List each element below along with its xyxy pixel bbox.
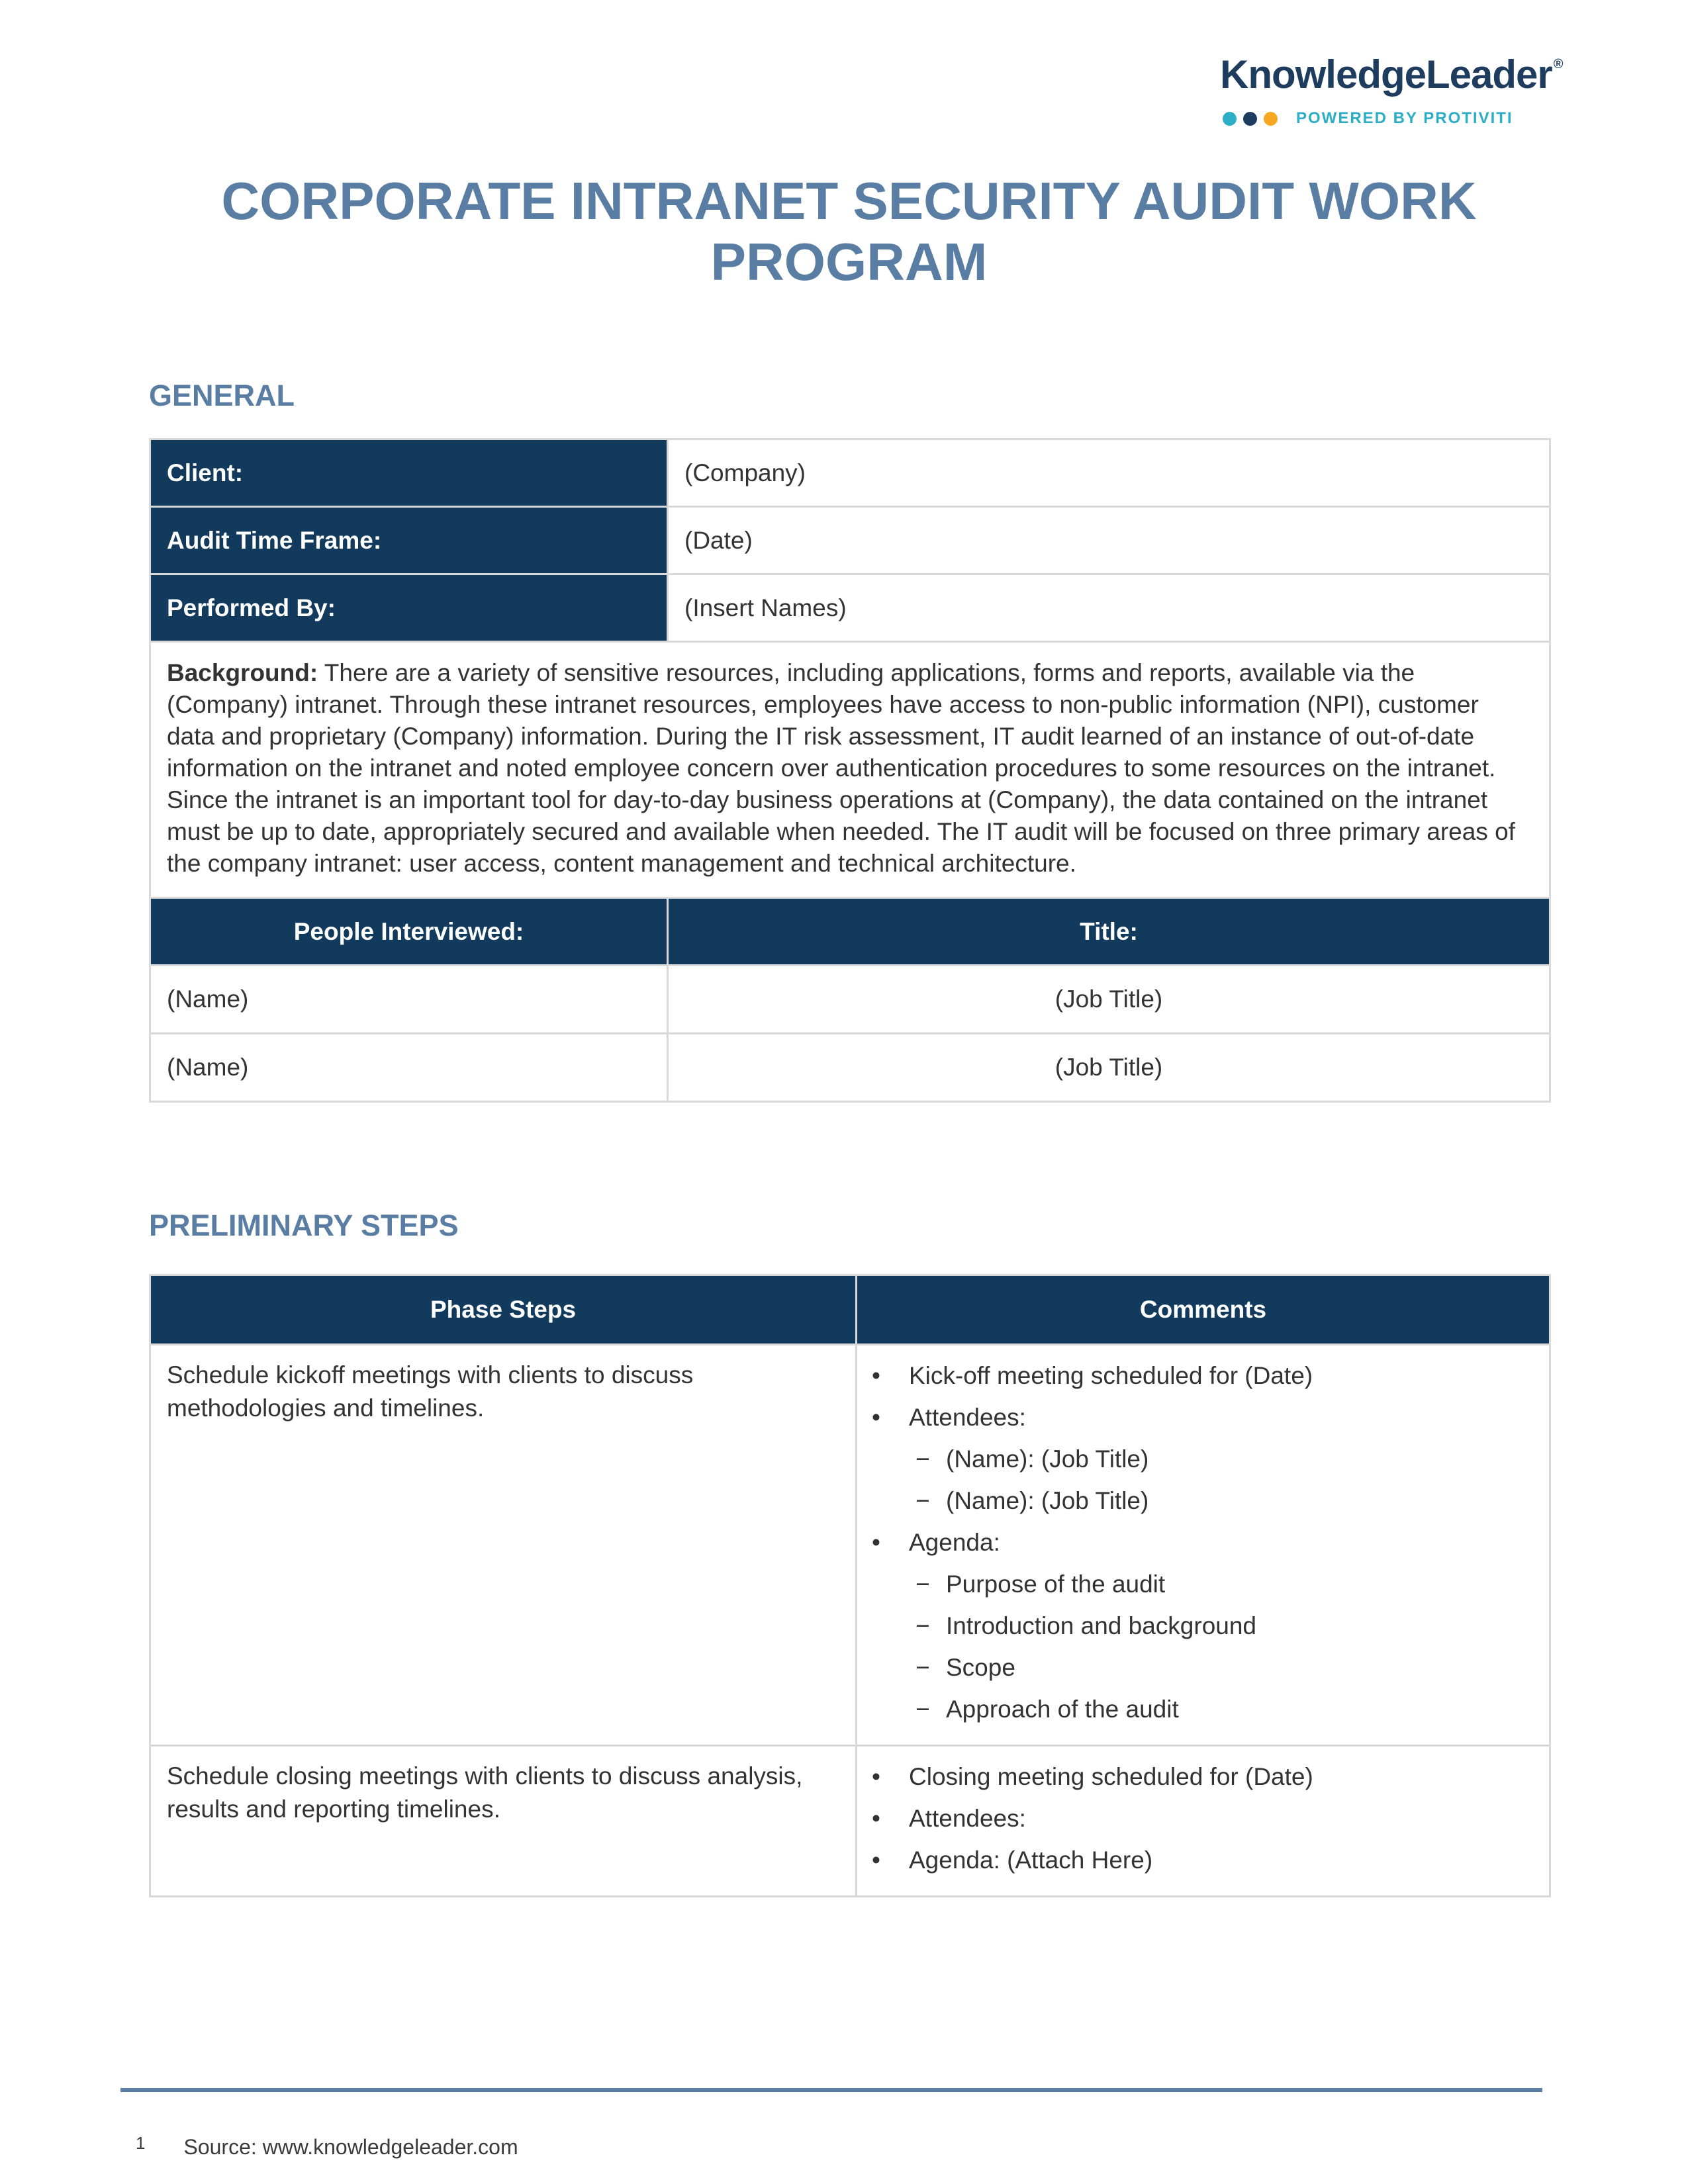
comments-header: Comments	[857, 1275, 1550, 1345]
table-row	[150, 1746, 1550, 1897]
comment-text: Attendees:	[909, 1805, 1026, 1832]
comment-item	[872, 1445, 1536, 1474]
footnote-number: 1	[136, 2133, 146, 2153]
dash-icon: −	[915, 1612, 930, 1639]
people-interviewed-header: People Interviewed:	[150, 898, 668, 966]
preliminary-steps-table	[149, 1274, 1551, 1897]
logo-brand-text	[1220, 52, 1564, 97]
footer	[136, 2135, 518, 2160]
person-title-cell: (Job Title)	[668, 966, 1550, 1034]
comment-item	[872, 1653, 1536, 1682]
comment-text: Agenda: (Attach Here)	[909, 1846, 1153, 1874]
comment-text: Agenda:	[909, 1529, 1000, 1556]
comment-text: (Name): (Job Title)	[946, 1445, 1149, 1473]
footer-source-text: Source: www.knowledgeleader.com	[183, 2135, 518, 2159]
logo-wordmark: KnowledgeLeader	[1220, 52, 1552, 97]
logo-tagline-row	[1220, 109, 1564, 128]
table-row	[150, 439, 1550, 507]
people-header-row	[150, 898, 1550, 966]
table-row	[150, 574, 1550, 642]
dash-icon: −	[915, 1445, 930, 1473]
page-title: CORPORATE INTRANET SECURITY AUDIT WORK PROGRAM	[221, 171, 1477, 291]
orange-dot-icon	[1264, 112, 1278, 126]
comment-text: Kick-off meeting scheduled for (Date)	[909, 1362, 1313, 1389]
background-label: Background:	[167, 659, 318, 686]
title-header: Title:	[668, 898, 1550, 966]
table-row	[150, 507, 1550, 574]
comment-text: Closing meeting scheduled for (Date)	[909, 1763, 1313, 1790]
comment-item	[872, 1570, 1536, 1599]
comment-item	[872, 1804, 1536, 1833]
comment-text: Attendees:	[909, 1404, 1026, 1431]
section-heading-general: GENERAL	[149, 379, 295, 412]
person-name-cell: (Name)	[150, 966, 668, 1034]
comment-text: Purpose of the audit	[946, 1570, 1166, 1598]
phase-step-cell: Schedule closing meetings with clients to discuss analysis, results and reporting timelines.	[150, 1746, 857, 1897]
table-row	[150, 642, 1550, 898]
footer-divider	[120, 2088, 1542, 2092]
logo-dots-icon	[1223, 112, 1278, 126]
comment-text: Approach of the audit	[946, 1696, 1179, 1723]
logo-tagline: POWERED BY PROTIVITI	[1296, 109, 1513, 127]
comments-cell	[857, 1746, 1550, 1897]
dash-icon: −	[915, 1654, 930, 1681]
comment-item	[872, 1846, 1536, 1875]
client-label: Client:	[150, 439, 668, 507]
section-heading-preliminary-steps: PRELIMINARY STEPS	[149, 1208, 459, 1242]
comment-item	[872, 1695, 1536, 1724]
client-value: (Company)	[668, 439, 1550, 507]
comment-text: Introduction and background	[946, 1612, 1257, 1639]
bullet-icon: •	[872, 1529, 880, 1556]
prelim-header-row	[150, 1275, 1550, 1345]
comments-cell	[857, 1345, 1550, 1746]
audit-time-frame-label: Audit Time Frame:	[150, 507, 668, 574]
bullet-icon: •	[872, 1846, 880, 1874]
audit-time-frame-value: (Date)	[668, 507, 1550, 574]
person-name-cell: (Name)	[150, 1034, 668, 1102]
background-cell	[150, 642, 1550, 898]
table-row	[150, 1345, 1550, 1746]
teal-dot-icon	[1223, 112, 1237, 126]
bullet-icon: •	[872, 1404, 880, 1431]
dash-icon: −	[915, 1487, 930, 1514]
comment-text: Scope	[946, 1654, 1015, 1681]
dash-icon: −	[915, 1570, 930, 1598]
dash-icon: −	[915, 1696, 930, 1723]
navy-dot-icon	[1243, 112, 1257, 126]
comment-item	[872, 1403, 1536, 1432]
background-text: There are a variety of sensitive resources, including applications, forms and reports, available via the (Company) intranet. Through these intranet resources, employees have access to non-public information (NPI), customer data and proprietary (Company) information. During the IT risk assessment, IT audit learned of an instance of out-of-date information on the intranet and noted employee concern over authentication procedures to some resources on the intranet. Since the intranet is an important tool for day-to-day business operations at (Company), the data contained on the intranet must be up to date, appropriately secured and available when needed. The IT audit will be focused on three primary areas of the company intranet: user access, content management and technical architecture.	[167, 659, 1515, 877]
table-row	[150, 1034, 1550, 1102]
phase-steps-header: Phase Steps	[150, 1275, 857, 1345]
performed-by-value: (Insert Names)	[668, 574, 1550, 642]
comment-item	[872, 1528, 1536, 1557]
comment-item	[872, 1612, 1536, 1641]
bullet-icon: •	[872, 1362, 880, 1389]
person-title-cell: (Job Title)	[668, 1034, 1550, 1102]
comment-text: (Name): (Job Title)	[946, 1487, 1149, 1514]
bullet-icon: •	[872, 1763, 880, 1790]
brand-logo	[1220, 52, 1564, 128]
bullet-icon: •	[872, 1805, 880, 1832]
registered-mark-icon: ®	[1553, 57, 1563, 71]
table-row	[150, 966, 1550, 1034]
comment-item	[872, 1762, 1536, 1792]
phase-step-cell: Schedule kickoff meetings with clients to discuss methodologies and timelines.	[150, 1345, 857, 1746]
comment-item	[872, 1486, 1536, 1516]
general-info-table	[149, 438, 1551, 1103]
comment-item	[872, 1361, 1536, 1390]
performed-by-label: Performed By:	[150, 574, 668, 642]
